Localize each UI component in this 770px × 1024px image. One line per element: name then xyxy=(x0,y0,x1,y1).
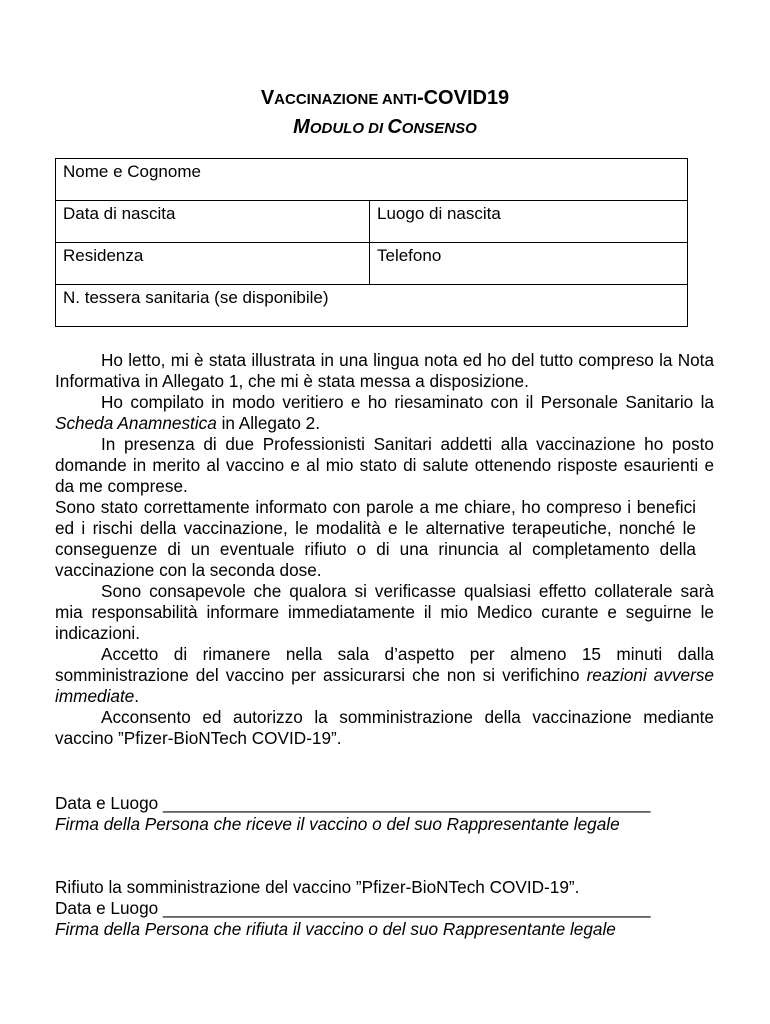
paragraph-nota-informativa: Ho letto, mi è stata illustrata in una lingua nota ed ho del tutto compreso la Nota Informativa in Allegato 1, che mi è stata messa a disposizione. xyxy=(55,350,714,391)
document-subtitle xyxy=(0,117,770,137)
paragraph-text: Accetto di rimanere nella sala d’aspetto per almeno 15 minuti dalla somministrazione del vaccino per assicurarsi che non si verifichino xyxy=(55,644,714,685)
telefono-label: Telefono xyxy=(377,246,442,265)
paragraph-consapevole: Sono consapevole che qualora si verificasse qualsiasi effetto collaterale sarà mia responsabilità informare immediatamente il mio Medico curante e seguirne le indicazioni. xyxy=(55,581,714,643)
paragraph-text: . xyxy=(134,686,140,706)
title-covid: -COVID19 xyxy=(416,87,510,109)
nome-cognome-field[interactable] xyxy=(56,159,688,201)
firma-caption: Firma della Persona che riceve il vaccino o del suo Rappresentante legale xyxy=(55,814,620,834)
subtitle-text: ODULO DI xyxy=(309,120,388,137)
paragraph-informato: Sono stato correttamente informato con parole a me chiare, ho compreso i benefici ed i rischi della vaccinazione, le modalità e le alternative terapeutiche, nonché le conseguenze di un eventuale rifiuto o di una rinuncia al completamento della vaccinazione con la seconda dose. xyxy=(55,497,696,580)
residenza-label: Residenza xyxy=(63,246,144,265)
refusal-signature-block xyxy=(55,877,755,940)
table-row xyxy=(56,243,688,285)
tessera-sanitaria-label: N. tessera sanitaria (se disponibile) xyxy=(63,288,329,307)
paragraph-scheda-anamnestica xyxy=(55,392,714,434)
telefono-field[interactable] xyxy=(370,243,688,285)
table-row xyxy=(56,201,688,243)
data-luogo-line[interactable]: Data e Luogo ___________________________________________________ xyxy=(55,793,651,813)
title-initial: V xyxy=(260,87,275,109)
luogo-nascita-label: Luogo di nascita xyxy=(377,204,501,223)
tessera-sanitaria-field[interactable] xyxy=(56,285,688,327)
paragraph-professionisti: In presenza di due Professionisti Sanitari addetti alla vaccinazione ho posto domande in merito al vaccino e al mio stato di salute ottenendo risposte esaurienti e da me comprese. xyxy=(55,434,714,496)
subtitle-initial: M xyxy=(293,116,310,138)
subtitle-initial-2: C xyxy=(387,116,402,138)
scheda-anamnestica-emphasis: Scheda Anamnestica xyxy=(55,413,217,433)
subtitle-text-2: ONSENSO xyxy=(401,120,477,137)
paragraph-sala-aspetto xyxy=(55,644,714,707)
table-row xyxy=(56,285,688,327)
firma-caption: Firma della Persona che rifiuta il vaccino o del suo Rappresentante legale xyxy=(55,919,616,939)
table-row xyxy=(56,159,688,201)
reazioni-avverse-emphasis: reazioni avverse immediate xyxy=(55,665,714,706)
consent-body xyxy=(55,350,714,749)
rifiuto-statement: Rifiuto la somministrazione del vaccino ”Pfizer-BioNTech COVID-19”. xyxy=(55,877,580,897)
data-luogo-line[interactable]: Data e Luogo ___________________________________________________ xyxy=(55,898,651,918)
data-nascita-label: Data di nascita xyxy=(63,204,176,223)
data-nascita-field[interactable] xyxy=(56,201,370,243)
paragraph-text: Ho compilato in modo veritiero e ho riesaminato con il Personale Sanitario la xyxy=(101,392,714,412)
paragraph-text: in Allegato 2. xyxy=(216,413,320,433)
luogo-nascita-field[interactable] xyxy=(370,201,688,243)
consent-signature-block xyxy=(55,793,755,835)
residenza-field[interactable] xyxy=(56,243,370,285)
personal-data-table xyxy=(55,158,688,327)
title-text: ACCINAZIONE ANTI xyxy=(274,91,417,108)
document-title xyxy=(0,88,770,108)
paragraph-acconsento: Acconsento ed autorizzo la somministrazione della vaccinazione mediante vaccino ”Pfizer-BioNTech COVID-19”. xyxy=(55,707,714,748)
nome-cognome-label: Nome e Cognome xyxy=(63,162,201,181)
